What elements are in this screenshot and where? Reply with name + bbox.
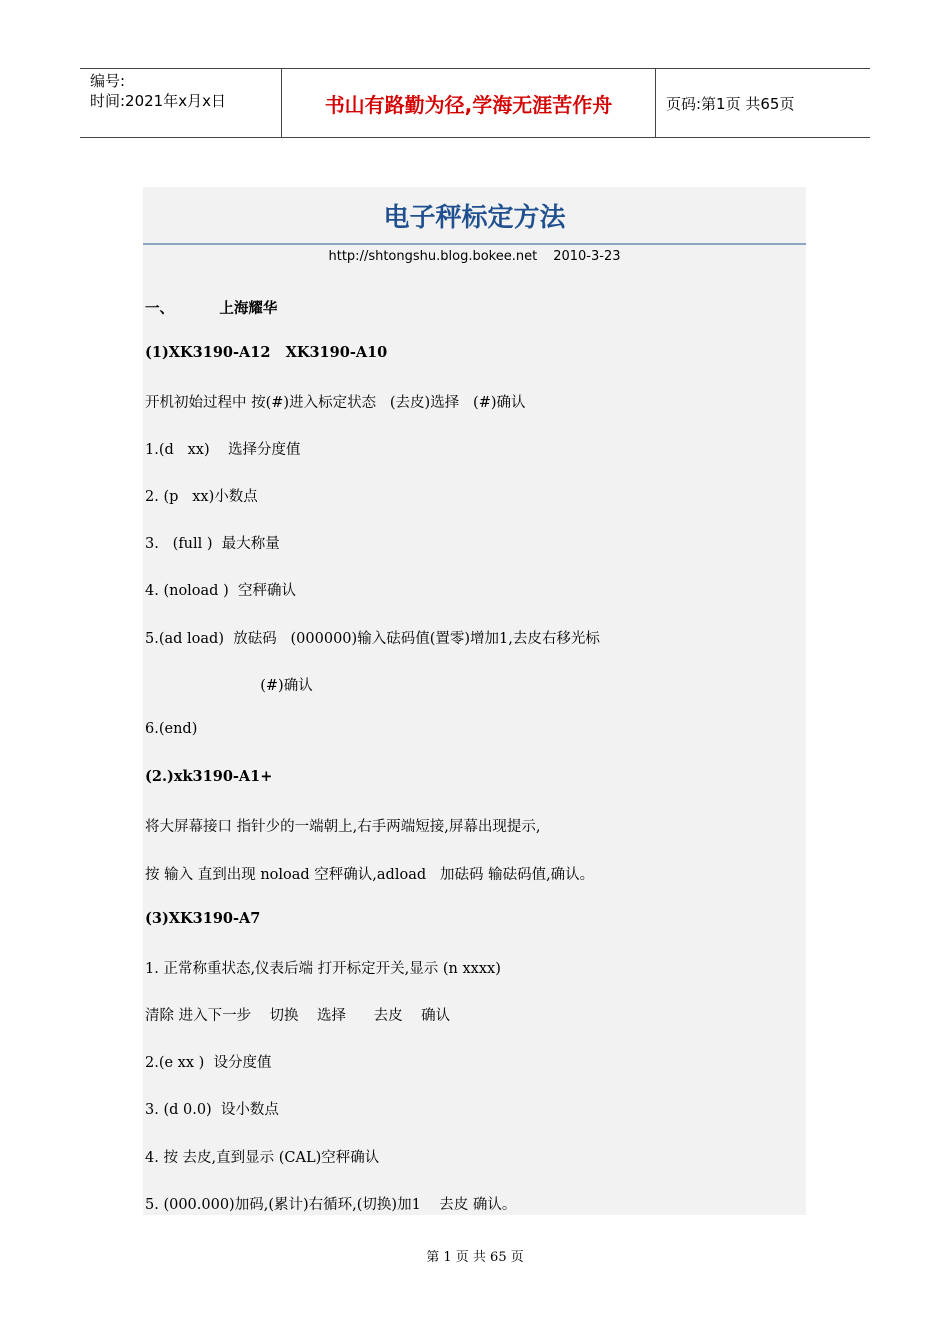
header-left-cell <box>80 69 281 137</box>
text-line: 清除 进入下一步 切换 选择 去皮 确认 <box>145 1008 451 1024</box>
text-line: 5. (000.000)加码,(累计)右循环,(切换)加1 去皮 确认。 <box>145 1197 517 1213</box>
text-line: 1.(d xx) 选择分度值 <box>145 442 301 458</box>
text-line: 将大屏幕接口 指针少的一端朝上,右手两端短接,屏幕出现提示, <box>145 819 541 835</box>
text-line: 3. (d 0.0) 设小数点 <box>145 1102 279 1118</box>
page-footer: 第 1 页 共 65 页 <box>426 1250 524 1265</box>
model-heading: (3)XK3190-A7 <box>145 910 261 927</box>
text-line: 开机初始过程中 按(#)进入标定状态 (去皮)选择 (#)确认 <box>145 395 526 411</box>
document-body <box>143 187 806 1215</box>
header-motto: 书山有路勤为径,学海无涯苦作舟 <box>281 69 656 137</box>
text-line: (#)确认 <box>145 678 313 694</box>
text-line: 4. 按 去皮,直到显示 (CAL)空秤确认 <box>145 1150 380 1166</box>
source-url: http://shtongshu.blog.bokee.net <box>328 249 538 264</box>
text-line: 3. (full ) 最大称量 <box>145 536 280 552</box>
text-line: 按 输入 直到出现 noload 空秤确认,adload 加砝码 输砝码值,确认。 <box>145 867 595 883</box>
document-meta <box>143 249 806 264</box>
header-page-info: 页码:第1页 共65页 <box>666 94 795 113</box>
title-rule <box>143 243 806 245</box>
section-heading: 一、 上海耀华 <box>145 300 278 317</box>
time-label: 时间:2021年x月x日 <box>90 92 226 110</box>
text-line: 2. (p xx)小数点 <box>145 489 258 505</box>
publish-date: 2010-3-23 <box>553 249 621 264</box>
text-line: 5.(ad load) 放砝码 (000000)输入砝码值(置零)增加1,去皮右移光标 <box>145 631 600 647</box>
text-line: 6.(end) <box>145 721 198 737</box>
text-line: 1. 正常称重状态,仪表后端 打开标定开关,显示 (n xxxx) <box>145 961 501 977</box>
number-label: 编号: <box>90 72 126 90</box>
text-line: 2.(e xx ) 设分度值 <box>145 1055 272 1071</box>
document-title: 电子秤标定方法 <box>383 202 566 233</box>
text-line: 4. (noload ) 空秤确认 <box>145 583 296 599</box>
model-heading: (1)XK3190-A12 XK3190-A10 <box>145 344 388 361</box>
model-heading: (2.)xk3190-A1+ <box>145 768 273 785</box>
header-table <box>80 68 870 138</box>
